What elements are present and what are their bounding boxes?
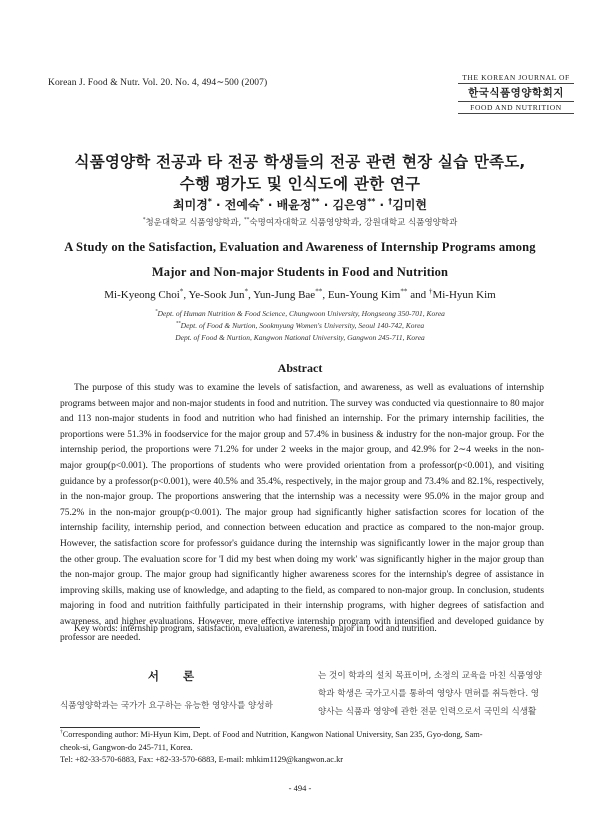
affil-mark: **	[243, 217, 250, 224]
intro-left-text: 식품영양학과는 국가가 요구하는 유능한 영양사를 양성하	[60, 701, 273, 711]
author-ko: 전예숙	[224, 198, 260, 212]
english-title-line-2: Major and Non-major Students in Food and Nutrition	[151, 265, 449, 279]
author-ko: 배윤정	[276, 198, 312, 212]
journal-name-ko: 한국식품영양학회지	[468, 87, 564, 99]
korean-affiliations	[0, 216, 600, 228]
page-number: - 494 -	[288, 783, 312, 793]
author-en: Ye-Sook Jun	[188, 289, 245, 301]
author-mark: *	[207, 197, 212, 206]
author-mark: *	[244, 287, 249, 296]
keywords: Key words: internship program, satisfaction, evaluation, awareness, major in food and nutrition.	[74, 624, 437, 634]
english-title-line-1: A Study on the Satisfaction, Evaluation and Awareness of Internship Programs among	[64, 240, 536, 254]
author-mark: **	[400, 287, 408, 296]
journal-name-en-bottom: FOOD AND NUTRITION	[458, 101, 574, 112]
english-affiliation-2	[0, 321, 600, 330]
author-mark: *	[259, 197, 264, 206]
affiliation-ko: 강원대학교 식품영양학과	[364, 218, 458, 228]
author-separator: ,	[322, 289, 328, 301]
intro-right-line: 는 것이 학과의 설치 목표이며, 소정의 교육을 마친 식품영양	[318, 671, 542, 681]
abstract-heading: Abstract	[277, 361, 323, 375]
author-en: Mi-Kyeong Choi	[104, 289, 180, 301]
author-ko: 김은영	[332, 198, 368, 212]
english-affiliation-3: Dept. of Food & Nurtion, Kangwon National University, Gangwon 245-711, Korea	[175, 333, 425, 342]
author-separator: ,	[248, 289, 254, 301]
korean-title-line-2: 수행 평가도 및 인식도에 관한 연구	[179, 175, 421, 193]
author-en: Mi-Hyun Kim	[432, 289, 496, 301]
footnote-contact: Tel: +82-33-570-6883, Fax: +82-33-570-6883, E-mail: mhkim1129@kangwon.ac.kr	[60, 755, 344, 765]
journal-name-en-top: THE KOREAN JOURNAL OF	[458, 73, 574, 84]
intro-right-line: 학과 학생은 국가고시를 통하여 영양사 면허를 취득한다. 영	[318, 689, 540, 699]
affil-mark: *	[142, 217, 146, 224]
author-ko: 최미경	[173, 198, 208, 212]
intro-right-column	[318, 667, 544, 721]
intro-left-column	[60, 668, 292, 711]
footnote-line: cheok-si, Gangwon-do 245-711, Korea.	[60, 742, 193, 752]
affiliation-en: Dept. of Human Nutrition & Food Science, Chungwoon University, Hongseong 350-701, Korea	[157, 309, 445, 318]
intro-right-line: 양사는 식품과 영양에 관한 전문 인력으로서 국민의 식생활	[318, 707, 537, 717]
corresponding-author-footnote	[60, 729, 544, 767]
english-affiliation-1	[0, 309, 600, 318]
author-mark: **	[315, 287, 323, 296]
affiliation-ko: 청운대학교 식품영양학과,	[145, 218, 242, 228]
author-en: Yun-Jung Bae	[253, 289, 316, 301]
author-mark: **	[367, 197, 376, 206]
affil-mark: **	[175, 321, 181, 327]
author-separator: and	[407, 289, 429, 301]
author-en: Eun-Young Kim	[327, 289, 401, 301]
corresponding-mark: †	[428, 287, 433, 296]
affiliation-ko: 숙명여자대학교 식품영양학과,	[249, 218, 362, 228]
journal-citation: Korean J. Food & Nutr. Vol. 20. No. 4, 494∼500 (2007)	[48, 78, 268, 88]
corresponding-mark: †	[388, 197, 393, 206]
author-mark: *	[179, 287, 184, 296]
author-ko: 김미현	[392, 198, 427, 212]
footnote-divider	[60, 727, 200, 728]
introduction-heading: 서 론	[147, 669, 205, 683]
journal-logo	[458, 73, 574, 114]
abstract-body: The purpose of this study was to examine the levels of satisfaction, and awareness, as well as evaluations of internship programs between major and non-major students in food and nutrition. The survey was conducted via questionnaire to 80 major and 113 non-major students in food and nutrition who had finished an internship. For the primary internship facilities, the proportions were 51.3% in foodservice for the major group and 57.4% in business & industry for the non-major group. For the internship period, the proportions were 71.2% for under 2 weeks in the major group, and 42.9% for 2∼4 weeks in the non-major group(p<0.001). The proportions of students who were provided orientation from a professor(p<0.001), and visiting guidance by a professor(p<0.001), were 40.5% and 35.4%, respectively, in the major group and 73.4% and 82.1%, respectively, in the non-major group. The proportions answering that the internship was a necessity were 95.0% in the major group and 75.2% in the non-major group(p<0.001). The major group had significantly higher satisfaction scores for location of the internship facility, internship period, and connection between education and practice as compared to the non-major group. However, the satisfaction score for professor's guidance during the internship was significantly lower in the major group than the other group. The evaluation score for 'I did my best when doing my work' was significantly higher in the major group than the non-major group. The major group had significantly higher awareness scores for the internship's degree of assistance in improving skills, making use of knowledge, and adapting to the field, as compared to non-major group. In conclusion, students majoring in food and nutrition faithfully participated in their internship programs, with higher degrees of satisfaction and awareness, and higher evaluations. However, more effective internship program with intensified and developed guidance by professor are needed.	[60, 383, 544, 643]
affiliation-en: Dept. of Food & Nurtion, Sookmyung Women's University, Seoul 140-742, Korea	[180, 321, 425, 330]
korean-author-list: 최미경* · 전예숙* · 배윤정** · 김은영** · †김미현	[173, 197, 427, 212]
author-separator: ,	[183, 289, 189, 301]
footnote-line: Corresponding author: Mi-Hyun Kim, Dept. of Food and Nutrition, Kangwon National University, San 235, Gyo-dong, Sam-	[62, 730, 483, 739]
author-mark: **	[311, 197, 320, 206]
korean-title-line-1: 식품영양학 전공과 타 전공 학생들의 전공 관련 현장 실습 만족도,	[74, 153, 526, 171]
english-author-list	[0, 289, 600, 301]
affil-mark: *	[155, 309, 158, 315]
dagger-mark: †	[60, 729, 63, 736]
